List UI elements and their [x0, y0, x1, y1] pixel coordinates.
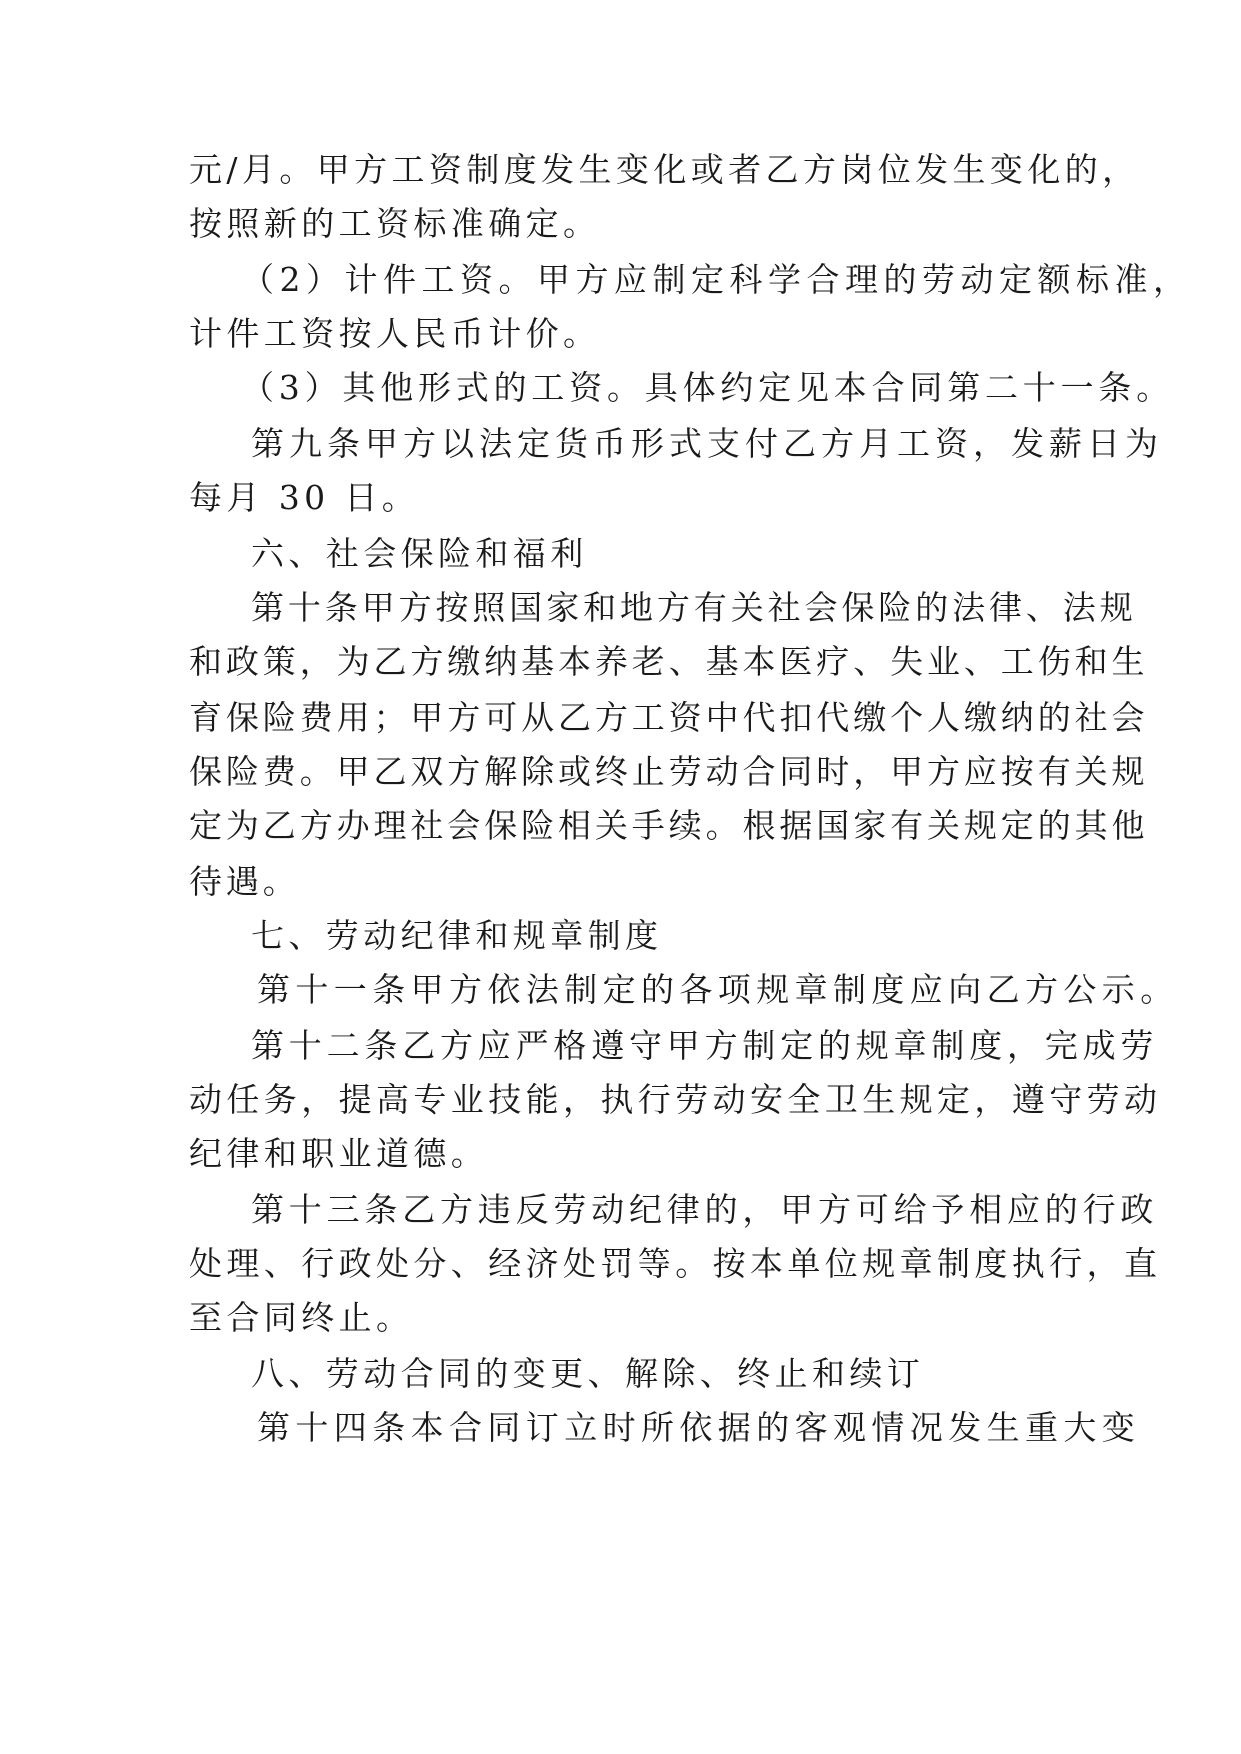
text-line-19: 纪律和职业道德。 [189, 1134, 489, 1173]
text-line-22: 至合同终止。 [189, 1298, 414, 1337]
text-line-2: 按照新的工资标准确定。 [189, 204, 601, 243]
text-line-14: 待遇。 [189, 862, 300, 901]
section-heading-eight: 八、劳动合同的变更、解除、终止和续订 [251, 1354, 925, 1393]
text-line-13: 定为乙方办理社会保险相关手续。根据国家有关规定的其他 [189, 806, 1149, 845]
text-line-12: 保险费。甲乙双方解除或终止劳动合同时，甲方应按有关规 [189, 752, 1149, 791]
section-heading-seven: 七、劳动纪律和规章制度 [251, 916, 663, 955]
text-line-24: 第十四条本合同订立时所依据的客观情况发生重大变 [257, 1408, 1141, 1447]
text-line-5: （3）其他形式的工资。具体约定见本合同第二十一条。 [241, 368, 1174, 407]
text-line-6: 第九条甲方以法定货币形式支付乙方月工资，发薪日为 [251, 424, 1163, 463]
text-line-3: （2）计件工资。甲方应制定科学合理的劳动定额标准， [241, 260, 1192, 299]
text-line-21: 处理、行政处分、经济处罚等。按本单位规章制度执行，直 [189, 1244, 1162, 1283]
text-line-4: 计件工资按人民币计价。 [189, 314, 601, 353]
text-line-20: 第十三条乙方违反劳动纪律的，甲方可给予相应的行政 [251, 1190, 1159, 1229]
text-line-16: 第十一条甲方依法制定的各项规章制度应向乙方公示。 [257, 970, 1179, 1009]
text-line-18: 动任务，提高专业技能，执行劳动安全卫生规定，遵守劳动 [189, 1080, 1162, 1119]
text-line-17: 第十二条乙方应严格遵守甲方制定的规章制度，完成劳 [251, 1026, 1159, 1065]
text-line-7: 每月 30 日。 [189, 478, 420, 517]
section-heading-six: 六、社会保险和福利 [251, 534, 588, 573]
text-line-1: 元/月。甲方工资制度发生变化或者乙方岗位发生变化的， [189, 150, 1140, 189]
text-line-10: 和政策，为乙方缴纳基本养老、基本医疗、失业、工伤和生 [189, 642, 1149, 681]
text-line-11: 育保险费用；甲方可从乙方工资中代扣代缴个人缴纳的社会 [189, 698, 1149, 737]
text-line-9: 第十条甲方按照国家和地方有关社会保险的法律、法规 [251, 588, 1137, 627]
